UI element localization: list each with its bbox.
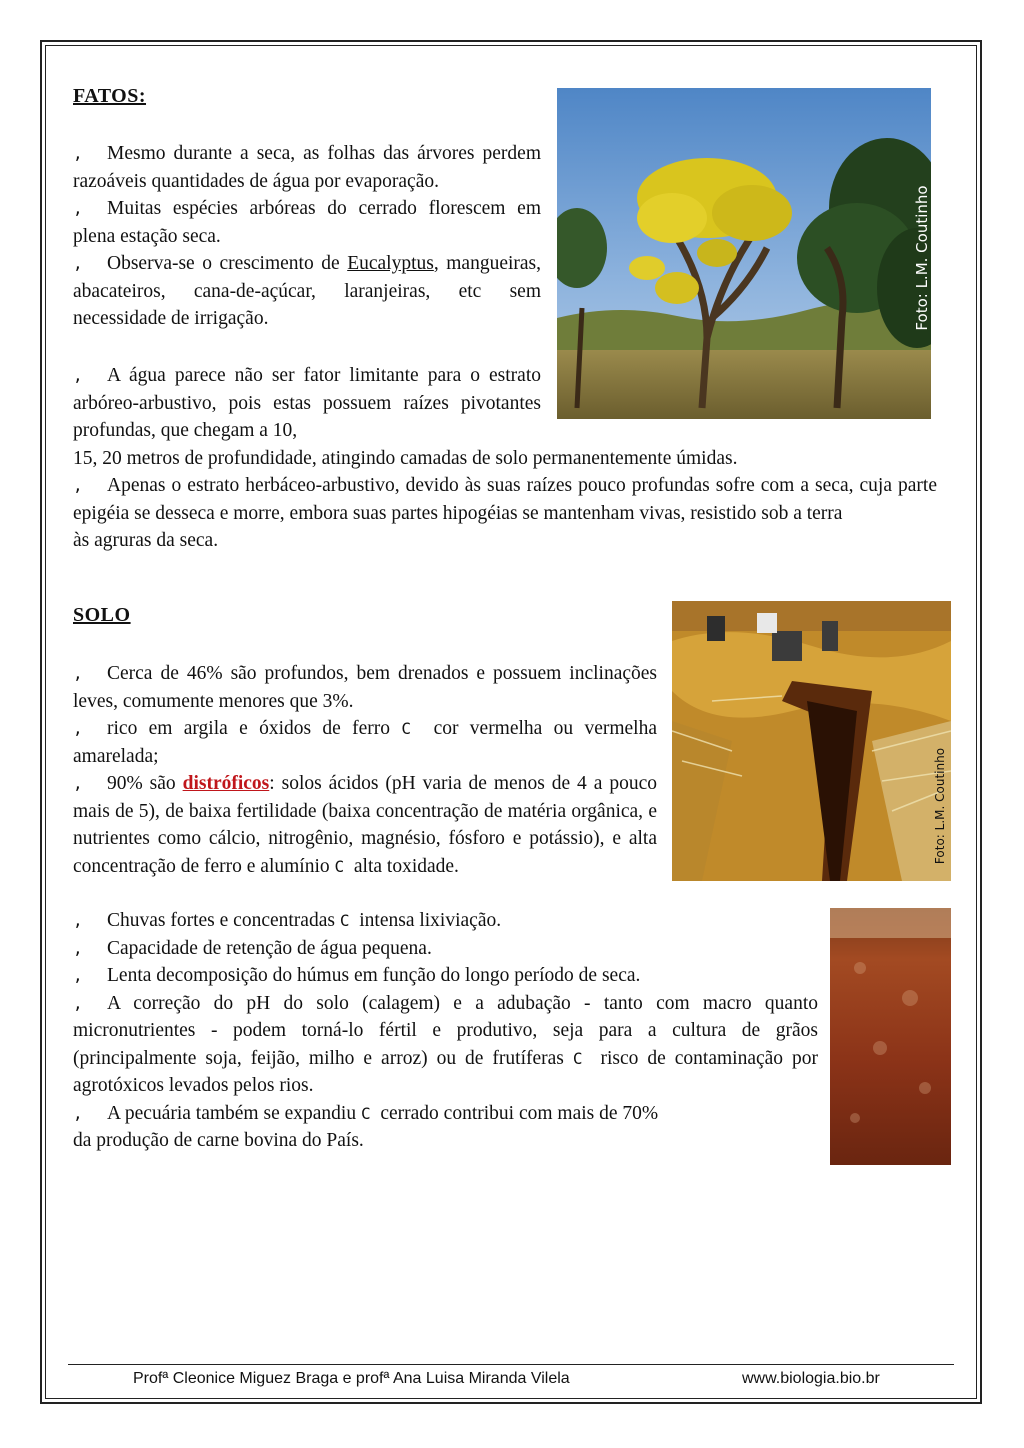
fatos-item-5: , Apenas o estrato herbáceo-arbustivo, devido às suas raízes pouco profundas sofre com a seca, cuja parte epigéia se desseca e morre, embora suas partes hipogéias se mantenham vivas, resistido sob a terra às agruras da seca.	[73, 472, 937, 555]
fatos-item-3: , Observa-se o crescimento de Eucalyptus, mangueiras, abacateiros, cana-de-açúcar, laranjeiras, etc sem necessidade de irrigação.	[73, 250, 541, 333]
fatos-item-1: , Mesmo durante a seca, as folhas das árvores perdem razoáveis quantidades de água por evaporação.	[73, 140, 541, 195]
soil-profile-image	[830, 908, 951, 1165]
cerrado-tree-image	[557, 88, 931, 419]
bullet-icon: ,	[73, 199, 83, 218]
arrow-icon: C	[339, 911, 350, 930]
arrow-icon: C	[334, 856, 345, 876]
bullet-icon: ,	[73, 1103, 83, 1123]
fatos-photo-credit: Foto: L.M. Coutinho	[913, 185, 931, 331]
bullet-icon: ,	[73, 476, 83, 495]
solo-photo-credit: Foto: L.M. Coutinho	[933, 747, 947, 865]
solo-item-1: , Cerca de 46% são profundos, bem drenados e possuem inclinações leves, comumente menores que 3%.	[73, 660, 657, 715]
solo-item-5: , Capacidade de retenção de água pequena.	[73, 935, 818, 963]
bullet-icon: ,	[73, 366, 83, 385]
arrow-icon: C	[401, 719, 411, 738]
solo-item-6: , Lenta decomposição do húmus em função do longo período de seca.	[73, 962, 818, 990]
fatos-item-5-tail: às agruras da seca.	[73, 530, 219, 551]
eucalyptus-link[interactable]: Eucalyptus	[347, 253, 434, 274]
footer-website[interactable]: www.biologia.bio.br	[742, 1370, 880, 1387]
soil-trench-image	[672, 601, 951, 881]
bullet-icon: ,	[73, 144, 83, 163]
bullet-icon: ,	[73, 966, 83, 985]
soil-profile-photo	[830, 908, 951, 1165]
footer-divider	[68, 1364, 954, 1365]
fatos-item-4-bottom: 15, 20 metros de profundidade, atingindo camadas de solo permanentemente úmidas.	[73, 448, 738, 469]
fatos-item-2: , Muitas espécies arbóreas do cerrado florescem em plena estação seca.	[73, 195, 541, 250]
distroficos-term: distróficos	[182, 773, 270, 794]
solo-item-4: , Chuvas fortes e concentradas C intensa lixiviação.	[73, 907, 818, 935]
arrow-icon: C	[360, 1103, 371, 1123]
solo-item-2: , rico em argila e óxidos de ferro C cor vermelha ou vermelha amarelada;	[73, 715, 657, 770]
fatos-item-4-top: , A água parece não ser fator limitante para o estrato arbóreo-arbustivo, pois estas possuem raízes pivotantes profundas, que chegam a 10,	[73, 362, 541, 445]
soil-trench-photo	[672, 601, 951, 881]
solo-item-7: , A correção do pH do solo (calagem) e a adubação - tanto com macro quanto micronutrientes - podem torná-lo fértil e produtivo, seja para a cultura de grãos (principalmente soja, feijão, milho e arroz) ou de frutíferas C risco de contaminação por agrotóxicos levados pelos rios.	[73, 990, 818, 1100]
cerrado-tree-photo	[557, 88, 931, 419]
fatos-list	[73, 140, 541, 333]
footer-authors: Profª Cleonice Miguez Braga e profª Ana Luisa Miranda Vilela	[133, 1370, 570, 1387]
bullet-icon: ,	[73, 254, 83, 273]
solo-heading: SOLO	[73, 604, 131, 626]
bullet-icon: ,	[73, 774, 83, 793]
bullet-icon: ,	[73, 719, 83, 738]
bullet-icon: ,	[73, 993, 83, 1013]
solo-list-narrow	[73, 660, 657, 880]
bullet-icon: ,	[73, 911, 83, 930]
solo-item-3: , 90% são distróficos: solos ácidos (pH varia de menos de 4 a pouco mais de 5), de baixa fertilidade (baixa concentração de matéria orgânica, e nutrientes como cálcio, nitrogênio, magnésio, fósforo e potássio), e alta concentração de ferro e alumínio C alta toxidade.	[73, 770, 657, 880]
fatos-heading: FATOS:	[73, 85, 147, 107]
bullet-icon: ,	[73, 664, 83, 683]
bullet-icon: ,	[73, 938, 83, 958]
arrow-icon: C	[572, 1048, 583, 1068]
solo-item-8: , A pecuária também se expandiu C cerrado contribui com mais de 70% da produção de carne bovina do País.	[73, 1100, 818, 1155]
solo-list-mid	[73, 907, 818, 1155]
